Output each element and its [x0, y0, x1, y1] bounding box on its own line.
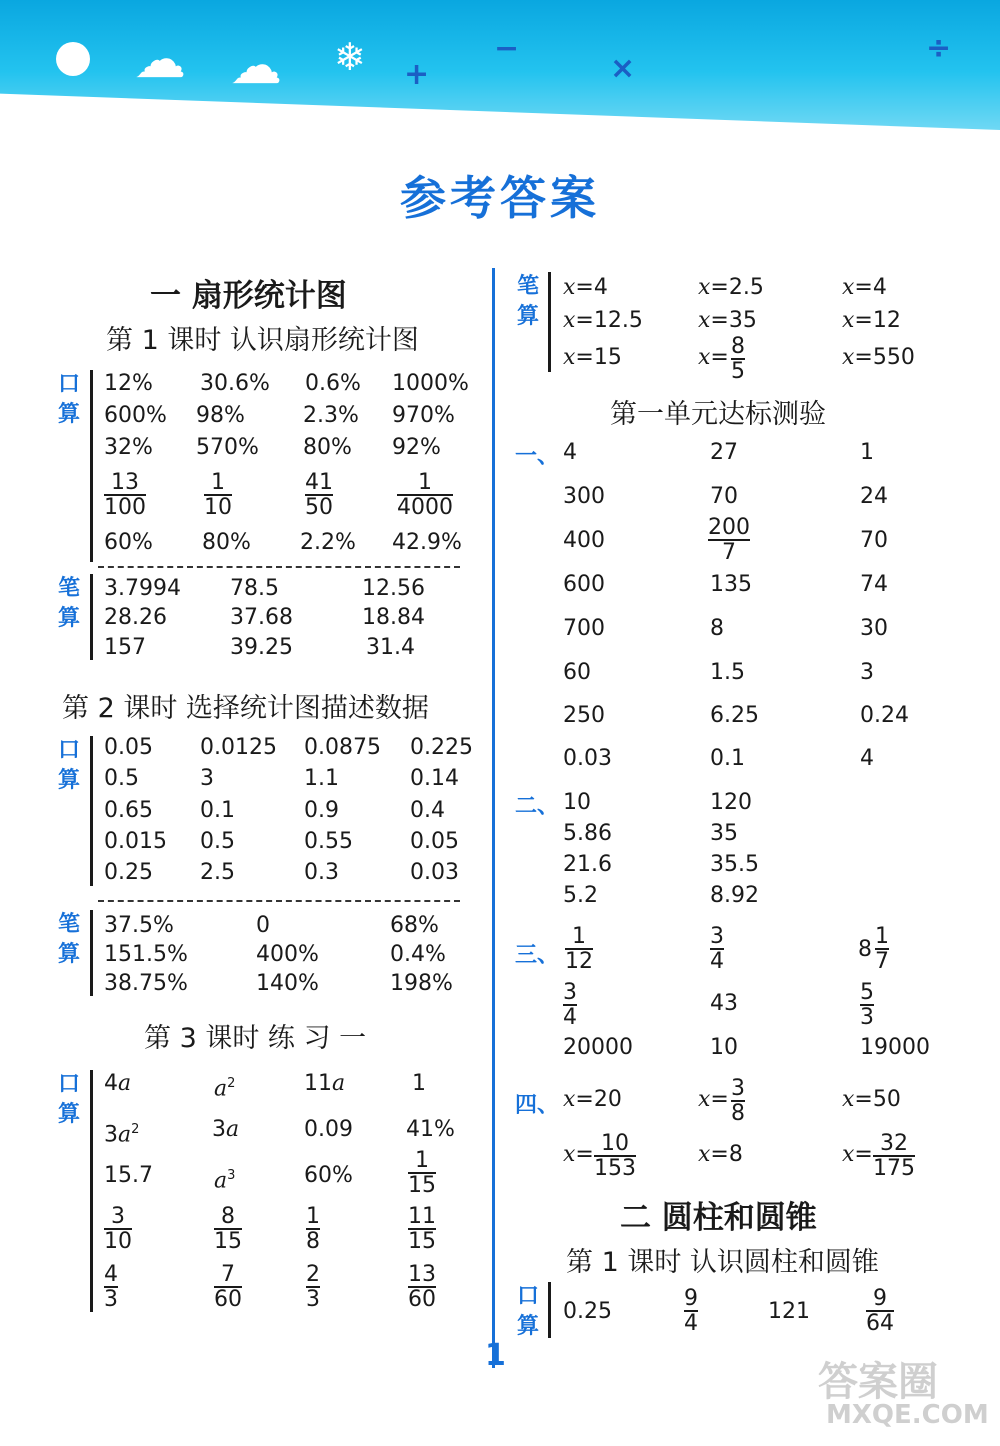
cell: 6.25: [710, 703, 759, 728]
cell: x=12.5: [563, 308, 643, 333]
cell: 1: [412, 1071, 426, 1096]
cell: 24: [860, 484, 888, 509]
cell: 60%: [304, 1163, 353, 1188]
label-kou: 口 算: [57, 738, 80, 793]
label-bi: 笔 算: [57, 912, 80, 967]
cell: x=: [698, 345, 729, 370]
cell: 0.65: [104, 798, 153, 823]
cell: 600: [563, 572, 605, 597]
cell: x=4: [842, 275, 887, 300]
cell: 4: [860, 746, 874, 771]
cell: 135: [710, 572, 752, 597]
rule: [90, 736, 93, 886]
watermark-logo: 答案圈: [818, 1359, 938, 1405]
cell: 0.225: [410, 735, 473, 760]
cell: 3: [860, 660, 874, 685]
cell: x=: [563, 1142, 594, 1167]
divider: [98, 900, 460, 902]
cell: 74: [860, 572, 888, 597]
cell: 0.4%: [390, 942, 446, 967]
cell: 70: [860, 528, 888, 553]
cell: 0.25: [104, 860, 153, 885]
cell: 570%: [196, 435, 259, 460]
cell: 1.1: [304, 766, 339, 791]
cell: x=8: [698, 1142, 743, 1167]
fraction: 5 3: [860, 980, 874, 1030]
cell: 0.25: [563, 1299, 612, 1324]
times-icon: ×: [610, 51, 636, 86]
lesson1-title: 第 1 课时 认识扇形统计图: [106, 325, 419, 356]
fraction: 32 175: [873, 1131, 915, 1181]
cell: 5.86: [563, 821, 612, 846]
cell: 0.0125: [200, 735, 277, 760]
label-kou: 口 算: [57, 1072, 80, 1127]
cell: 21.6: [563, 852, 612, 877]
cell: 400%: [256, 942, 319, 967]
fraction: 9 4: [684, 1286, 698, 1336]
column-divider: [492, 268, 495, 1368]
cell: x=35: [698, 308, 757, 333]
cell: 3a: [212, 1117, 240, 1142]
cell: 2.2%: [300, 530, 356, 555]
cell: 0.3: [304, 860, 339, 885]
cell: 0.55: [304, 829, 353, 854]
cell: 0.14: [410, 766, 459, 791]
cell: x=2.5: [698, 275, 764, 300]
cell: 157: [104, 635, 146, 660]
cell: 0.1: [710, 746, 745, 771]
cell: 80%: [303, 435, 352, 460]
cell: 18.84: [362, 605, 425, 630]
cell: 98%: [196, 403, 245, 428]
fraction: 13 100: [104, 470, 146, 520]
cell: 3: [200, 766, 214, 791]
cell: x=12: [842, 308, 901, 333]
cell: 68%: [390, 913, 439, 938]
cell: 10: [563, 790, 591, 815]
cell: 0.05: [104, 735, 153, 760]
fraction: 1 7: [875, 924, 889, 974]
mixed-number-whole: 8: [858, 937, 872, 962]
cell: 37.68: [230, 605, 293, 630]
test-title: 第一单元达标测验: [610, 399, 826, 430]
cell: 2.5: [200, 860, 235, 885]
rule: [90, 1070, 93, 1312]
fraction: 1 8: [306, 1204, 320, 1254]
cell: x=550: [842, 345, 915, 370]
cell: 10: [710, 1035, 738, 1060]
cell: 20000: [563, 1035, 633, 1060]
cell: 120: [710, 790, 752, 815]
section-number: 二、: [515, 794, 560, 819]
cell: 0.5: [104, 766, 139, 791]
cell: $a^3$: [214, 1168, 236, 1194]
rule: [548, 1282, 551, 1338]
cell: 30.6%: [200, 371, 270, 396]
cell: 0.09: [304, 1117, 353, 1142]
cell: 28.26: [104, 605, 167, 630]
rule: [90, 370, 93, 562]
lesson3-title: 第 3 课时 练 习 一: [144, 1023, 367, 1054]
cell: 15.7: [104, 1163, 153, 1188]
page-title: 参考答案: [400, 171, 600, 225]
cell: 600%: [104, 403, 167, 428]
fraction: 7 60: [214, 1262, 242, 1312]
fraction: 1 10: [204, 470, 232, 520]
cloud-sun-icon: ☁: [134, 30, 186, 90]
cell: 700: [563, 616, 605, 641]
fraction: 1 15: [408, 1148, 436, 1198]
unit1-title: 一 扇形统计图: [150, 278, 347, 314]
cell: $a^2$: [214, 1076, 236, 1102]
fraction: 2 3: [306, 1262, 320, 1312]
cell: 0.1: [200, 798, 235, 823]
cell: 41%: [406, 1117, 455, 1142]
fraction: 200 7: [708, 515, 750, 565]
fraction: 10 153: [594, 1131, 636, 1181]
cell: 0.015: [104, 829, 167, 854]
cell: 8: [710, 616, 724, 641]
cell: 31.4: [366, 635, 415, 660]
cell: 19000: [860, 1035, 930, 1060]
fraction: 9 64: [866, 1286, 894, 1336]
cell: 1.5: [710, 660, 745, 685]
plus-icon: +: [404, 57, 430, 92]
cell: 0.05: [410, 829, 459, 854]
fraction: 41 50: [305, 470, 333, 520]
cell: 121: [768, 1299, 810, 1324]
cell: 12%: [104, 371, 153, 396]
cell: x=: [842, 1142, 873, 1167]
divide-icon: ÷: [926, 31, 952, 66]
cell: 38.75%: [104, 971, 188, 996]
cell: 5.2: [563, 883, 598, 908]
cell: 32%: [104, 435, 153, 460]
watermark-url: MXQE.COM: [826, 1400, 989, 1430]
cell: 78.5: [230, 576, 279, 601]
label-kou: 口 算: [57, 372, 80, 427]
cell: 0.0875: [304, 735, 381, 760]
fraction: 4 3: [104, 1262, 118, 1312]
cell: 39.25: [230, 635, 293, 660]
cell: 8.92: [710, 883, 759, 908]
fraction: 3 10: [104, 1204, 132, 1254]
fraction: 8 15: [214, 1204, 242, 1254]
rain-cloud-icon: ☁: [230, 36, 282, 96]
cell: 4: [563, 440, 577, 465]
cell: 0.9: [304, 798, 339, 823]
cell: 1: [860, 440, 874, 465]
cell: 1000%: [392, 371, 469, 396]
cell: 35: [710, 821, 738, 846]
minus-icon: −: [494, 31, 520, 66]
cell: 970%: [392, 403, 455, 428]
section-number: 四、: [515, 1093, 560, 1118]
rule: [548, 272, 551, 372]
cell: x=20: [563, 1087, 622, 1112]
label-bi: 笔 算: [516, 274, 539, 329]
cell: 0.03: [563, 746, 612, 771]
rule: [90, 574, 93, 660]
cell: 4a: [104, 1071, 132, 1096]
lesson2-title: 第 2 课时 选择统计图描述数据: [62, 693, 429, 724]
cell: x=: [698, 1087, 729, 1112]
cell: 2.3%: [303, 403, 359, 428]
cell: $3a^2$: [104, 1122, 140, 1148]
cell: 60%: [104, 530, 153, 555]
fraction: 11 15: [408, 1204, 436, 1254]
section-number: 一、: [515, 444, 560, 469]
cell: 80%: [202, 530, 251, 555]
cell: 3.7994: [104, 576, 181, 601]
sun-icon: [56, 42, 90, 76]
rule: [90, 910, 93, 996]
unit2-title: 二 圆柱和圆锥: [620, 1200, 817, 1236]
cell: 30: [860, 616, 888, 641]
cell: 70: [710, 484, 738, 509]
fraction: 3 4: [563, 980, 577, 1030]
fraction: 1 12: [565, 924, 593, 974]
snowflake-icon: ❄: [334, 35, 366, 79]
cell: 0.03: [410, 860, 459, 885]
cell: 37.5%: [104, 913, 174, 938]
cell: 92%: [392, 435, 441, 460]
cell: 140%: [256, 971, 319, 996]
fraction: 8 5: [731, 334, 745, 384]
cell: 0: [256, 913, 270, 938]
page-number: 1: [485, 1338, 506, 1373]
cell: 12.56: [362, 576, 425, 601]
unit2-lesson1-title: 第 1 课时 认识圆柱和圆锥: [566, 1247, 879, 1278]
divider: [98, 566, 460, 568]
fraction: 1 4000: [397, 470, 453, 520]
cell: x=50: [842, 1087, 901, 1112]
fraction: 3 8: [731, 1076, 745, 1126]
cell: x=15: [563, 345, 622, 370]
fraction: 3 4: [710, 924, 724, 974]
cell: 300: [563, 484, 605, 509]
cell: 60: [563, 660, 591, 685]
cell: 400: [563, 528, 605, 553]
fraction: 13 60: [408, 1262, 436, 1312]
cell: 151.5%: [104, 942, 188, 967]
cell: 0.4: [410, 798, 445, 823]
cell: 198%: [390, 971, 453, 996]
cell: 43: [710, 991, 738, 1016]
cell: 27: [710, 440, 738, 465]
cell: 250: [563, 703, 605, 728]
cell: 0.6%: [305, 371, 361, 396]
cell: 42.9%: [392, 530, 462, 555]
section-number: 三、: [515, 943, 560, 968]
cell: 0.24: [860, 703, 909, 728]
label-kou: 口 算: [516, 1284, 539, 1339]
cell: 35.5: [710, 852, 759, 877]
cell: 0.5: [200, 829, 235, 854]
label-bi: 笔 算: [57, 576, 80, 631]
cell: 11a: [304, 1071, 346, 1096]
cell: x=4: [563, 275, 608, 300]
